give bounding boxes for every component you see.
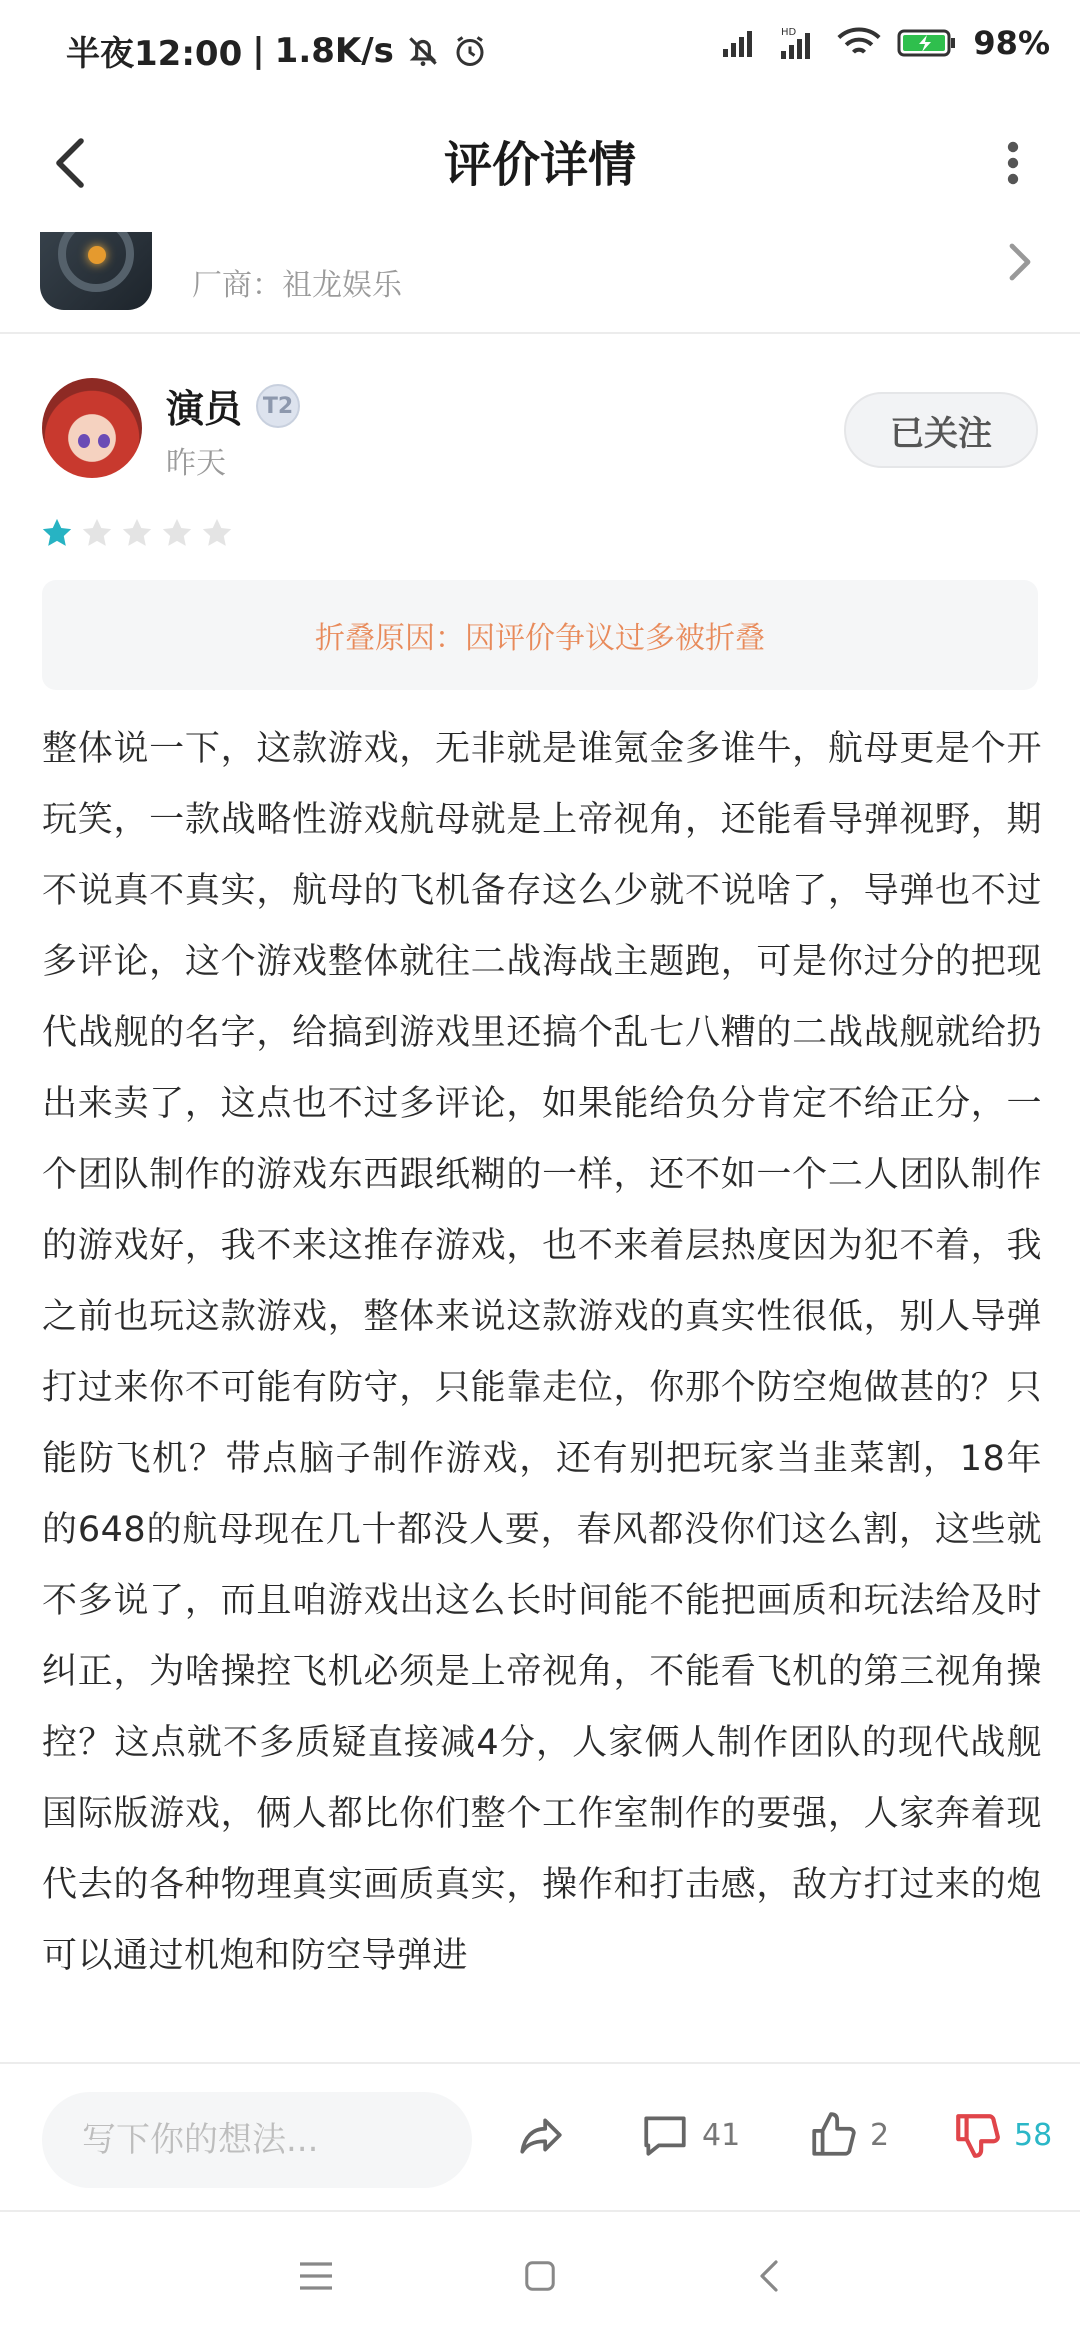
star-icon: [200, 516, 234, 550]
dislike-button[interactable]: [952, 2110, 1052, 2160]
status-bar: [0, 0, 1080, 96]
nav-back-button[interactable]: [740, 2248, 796, 2304]
chevron-right-icon: [1000, 242, 1040, 282]
share-button[interactable]: [516, 2110, 566, 2160]
like-count: 2: [870, 2117, 890, 2153]
wifi-icon: [837, 26, 881, 60]
status-divider: |: [252, 30, 265, 71]
signal-icon: [721, 27, 761, 59]
comment-count: 41: [702, 2117, 741, 2153]
comment-icon: [640, 2110, 690, 2160]
game-info-card[interactable]: [0, 232, 1080, 334]
status-left: [66, 26, 488, 75]
nav-home-button[interactable]: [512, 2248, 568, 2304]
more-button[interactable]: [988, 128, 1038, 198]
star-icon: [120, 516, 154, 550]
more-vertical-icon: [1007, 141, 1019, 185]
fold-notice: 折叠原因：因评价争议过多被折叠: [42, 580, 1038, 690]
system-nav-bar: [0, 2212, 1080, 2340]
thumbs-down-icon: [952, 2110, 1002, 2160]
game-icon: [40, 232, 152, 310]
star-rating: [40, 516, 234, 550]
page-title: 评价详情: [443, 137, 636, 193]
status-speed: 1.8K/s: [274, 30, 394, 71]
action-bar: [0, 2062, 1080, 2212]
avatar[interactable]: [42, 378, 142, 478]
game-vendor: 厂商：祖龙娱乐: [192, 268, 402, 303]
like-button[interactable]: [808, 2110, 889, 2160]
battery-charging-icon: [897, 27, 957, 59]
comment-button[interactable]: [640, 2110, 740, 2160]
username[interactable]: 演员: [166, 387, 243, 431]
dislike-count: 58: [1014, 2117, 1053, 2153]
status-right: [721, 24, 1050, 62]
header: [0, 96, 1080, 232]
share-icon: [516, 2110, 566, 2160]
home-square-icon: [523, 2259, 557, 2293]
hd-signal-icon: [777, 25, 821, 61]
menu-icon: [298, 2260, 334, 2292]
battery-percent: 98%: [973, 24, 1050, 62]
status-time: 半夜12:00: [66, 34, 243, 74]
post-time: 昨天: [166, 446, 226, 481]
review-author-row: [0, 370, 1080, 490]
star-icon: [40, 516, 74, 550]
thumbs-up-icon: [808, 2110, 858, 2160]
star-icon: [80, 516, 114, 550]
nav-back-icon: [756, 2258, 780, 2294]
avatar-eye: [78, 434, 90, 448]
avatar-eye: [98, 434, 110, 448]
user-level-badge: T2: [256, 384, 300, 428]
nav-menu-button[interactable]: [288, 2248, 344, 2304]
follow-button[interactable]: 已关注: [844, 392, 1038, 468]
game-icon-core: [88, 246, 106, 264]
star-icon: [160, 516, 194, 550]
review-content: 整体说一下，这款游戏，无非就是谁氪金多谁牛，航母更是个开玩笑，一款战略性游戏航母就是上帝视角，还能看导弹视野，期不说真不真实，航母的飞机备存这么少就不说啥了，导弹也不过多评论，这个游戏整体就往二战海战主题跑，可是你过分的把现代战舰的名字，给搞到游戏里还搞个乱七八糟的二战战舰就给扔出来卖了，这点也不过多评论，如果能给负分肯定不给正分，一个团队制作的游戏东西跟纸糊的一样，还不如一个二人团队制作的游戏好，我不来这推存游戏，也不来着层热度因为犯不着，我之前也玩这款游戏，整体来说这款游戏的真实性很低，别人导弹打过来你不可能有防守，只能靠走位，你那个防空炮做甚的？只能防飞机？带点脑子制作游戏，还有别把玩家当韭菜割，18年的648的航母现在几十都没人要，春风都没你们这么割，这些就不多说了，而且咱游戏出这么长时间能不能把画质和玩法给及时纠正，为啥操控飞机必须是上帝视角，不能看飞机的第三视角操控？这点就不多质疑直接减4分，人家俩人制作团队的现代战舰国际版游戏，俩人都比你们整个工作室制作的要强，人家奔着现代去的各种物理真实画质真实，操作和打击感，敌方打过来的炮可以通过机炮和防空导弹进: [42, 729, 1042, 1976]
svg-text:HD: HD: [781, 27, 797, 38]
comment-input[interactable]: [42, 2092, 472, 2188]
alarm-icon: [452, 33, 488, 69]
mute-bell-icon: [404, 32, 442, 70]
